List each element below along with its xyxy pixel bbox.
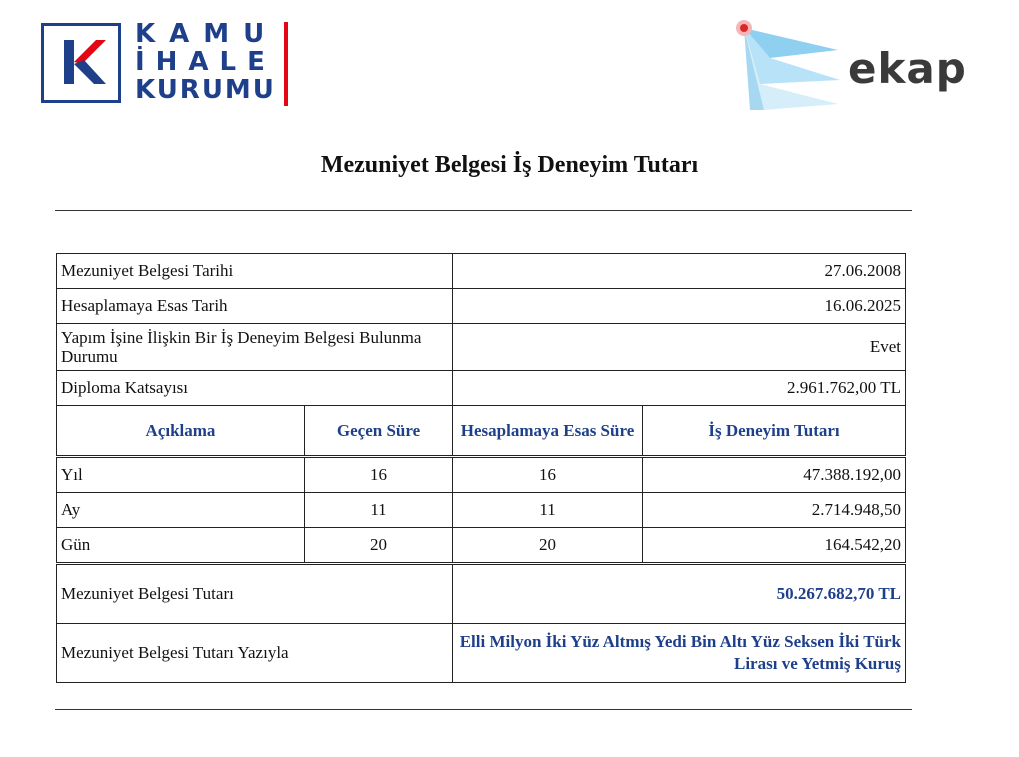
row-description: Ay	[57, 493, 305, 528]
row-basis: 16	[453, 457, 643, 493]
kik-logo	[40, 19, 295, 108]
row-description: Yıl	[57, 457, 305, 493]
info-row	[57, 371, 906, 406]
table-row	[57, 528, 906, 564]
ekap-wordmark: ekap	[848, 44, 967, 93]
page-title: Mezuniyet Belgesi İş Deneyim Tutarı	[320, 152, 699, 178]
row-description: Gün	[57, 528, 305, 564]
header-amount: İş Deneyim Tutarı	[643, 406, 906, 457]
top-divider	[55, 210, 912, 211]
bottom-divider	[55, 709, 912, 710]
row-elapsed: 16	[305, 457, 453, 493]
info-value: 27.06.2008	[453, 254, 906, 289]
row-elapsed: 20	[305, 528, 453, 564]
info-value: 2.961.762,00 TL	[453, 371, 906, 406]
table-header-row	[57, 406, 906, 457]
info-label: Mezuniyet Belgesi Tarihi	[57, 254, 453, 289]
total-amount-label: Mezuniyet Belgesi Tutarı	[57, 564, 453, 624]
ekap-wing-icon	[730, 14, 850, 114]
ekap-logo	[730, 14, 990, 114]
total-words-value: Elli Milyon İki Yüz Altmış Yedi Bin Altı Yüz Seksen İki Türk Lirası ve Yetmiş Kuruş	[453, 624, 906, 683]
total-amount-value: 50.267.682,70 TL	[453, 564, 906, 624]
total-words-row	[57, 624, 906, 683]
row-amount: 164.542,20	[643, 528, 906, 564]
kik-red-bar	[284, 22, 288, 106]
kik-emblem	[41, 23, 121, 103]
info-row	[57, 324, 906, 371]
kik-k-icon	[44, 26, 118, 100]
row-basis: 20	[453, 528, 643, 564]
experience-table	[56, 253, 906, 683]
row-amount: 47.388.192,00	[643, 457, 906, 493]
header-elapsed: Geçen Süre	[305, 406, 453, 457]
table-row	[57, 457, 906, 493]
header-basis: Hesaplamaya Esas Süre	[453, 406, 643, 457]
row-elapsed: 11	[305, 493, 453, 528]
total-words-label: Mezuniyet Belgesi Tutarı Yazıyla	[57, 624, 453, 683]
info-row	[57, 289, 906, 324]
row-basis: 11	[453, 493, 643, 528]
info-label: Yapım İşine İlişkin Bir İş Deneyim Belgesi Bulunma Durumu	[57, 324, 453, 371]
info-value: Evet	[453, 324, 906, 371]
total-row	[57, 564, 906, 624]
table-row	[57, 493, 906, 528]
info-value: 16.06.2025	[453, 289, 906, 324]
kik-line-1: KAMU	[135, 19, 279, 49]
info-label: Diploma Katsayısı	[57, 371, 453, 406]
header-description: Açıklama	[57, 406, 305, 457]
row-amount: 2.714.948,50	[643, 493, 906, 528]
kik-line-3: KURUMU	[135, 75, 276, 105]
info-label: Hesaplamaya Esas Tarih	[57, 289, 453, 324]
info-row	[57, 254, 906, 289]
kik-line-2: İHALE	[135, 47, 276, 77]
